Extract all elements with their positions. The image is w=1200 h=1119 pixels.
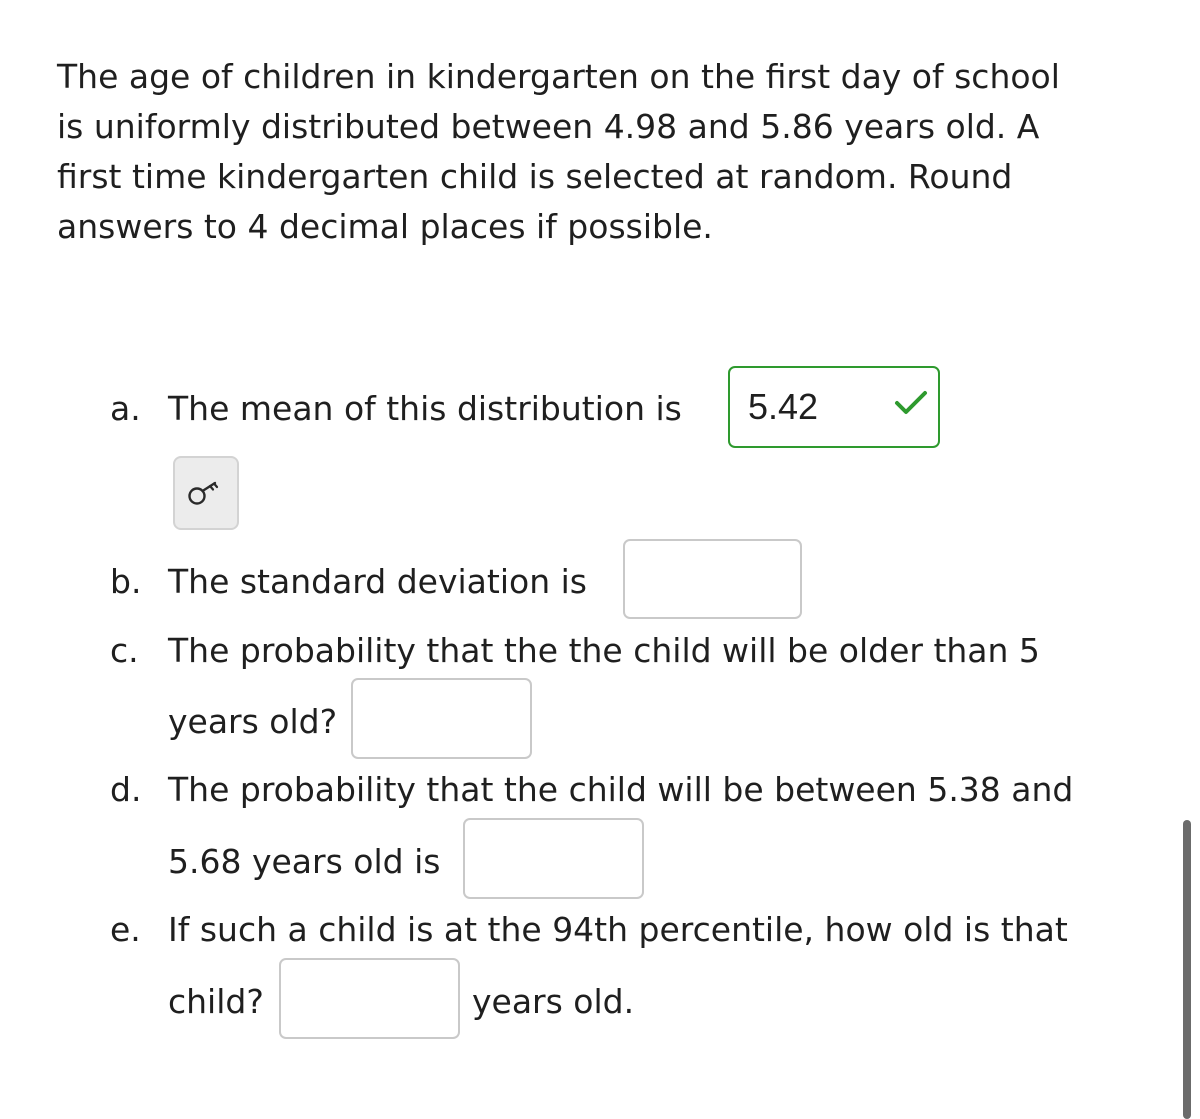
- question-d-line2: [168, 842, 440, 882]
- question-c-line2: [168, 702, 337, 742]
- show-answer-key-button[interactable]: [173, 456, 239, 530]
- question-c-text-line2: years old?: [168, 702, 338, 741]
- answer-d-input-box[interactable]: [463, 818, 644, 899]
- question-e: [110, 910, 1068, 950]
- problem-statement: [57, 52, 1167, 252]
- question-e-text-line1: If such a child is at the 94th percentile, how old is that: [168, 910, 1068, 949]
- question-c-label: c.: [110, 631, 139, 670]
- answer-b-input[interactable]: [625, 541, 800, 617]
- problem-line: is uniformly distributed between 4.98 and 5.86 years old. A: [57, 107, 1040, 146]
- question-d-label: d.: [110, 770, 142, 809]
- question-c: [110, 631, 1040, 671]
- answer-c-input[interactable]: [353, 680, 530, 757]
- question-a-label: a.: [110, 389, 141, 428]
- answer-e-input[interactable]: [281, 960, 458, 1037]
- answer-d-input[interactable]: [465, 820, 642, 897]
- answer-a-input-box[interactable]: [728, 366, 940, 448]
- key-icon: [186, 477, 226, 509]
- question-c-text-line1: The probability that the the child will be older than 5: [168, 631, 1040, 670]
- question-b-text: The standard deviation is: [168, 562, 587, 601]
- question-a: [110, 389, 682, 429]
- vertical-scrollbar[interactable]: [1183, 820, 1191, 1119]
- question-b-label: b.: [110, 562, 142, 601]
- answer-e-units: years old.: [472, 982, 635, 1021]
- question-a-text: The mean of this distribution is: [168, 389, 682, 428]
- answer-b-input-box[interactable]: [623, 539, 802, 619]
- question-d-text-line2: 5.68 years old is: [168, 842, 441, 881]
- question-b: [110, 562, 587, 602]
- answer-e-input-box[interactable]: [279, 958, 460, 1039]
- problem-line: first time kindergarten child is selected at random. Round: [57, 157, 1013, 196]
- question-e-line2: [168, 982, 264, 1022]
- question-e-label: e.: [110, 910, 141, 949]
- question-d-text-line1: The probability that the child will be between 5.38 and: [168, 770, 1074, 809]
- checkmark-icon: [894, 390, 928, 416]
- question-e-text-line2: child?: [168, 982, 264, 1021]
- answer-c-input-box[interactable]: [351, 678, 532, 759]
- question-d: [110, 770, 1073, 810]
- answer-e-suffix: [472, 982, 634, 1022]
- problem-line: answers to 4 decimal places if possible.: [57, 207, 713, 246]
- problem-line: The age of children in kindergarten on the first day of school: [57, 57, 1060, 96]
